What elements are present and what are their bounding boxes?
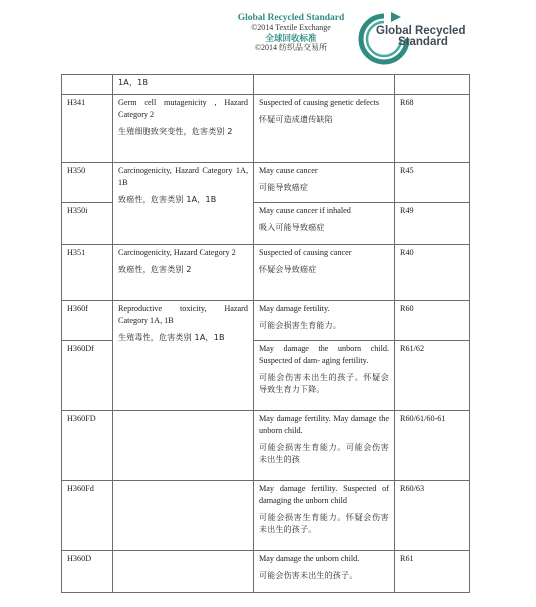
hazard-code: H351 bbox=[62, 245, 113, 301]
logo-line-2: Standard bbox=[398, 36, 448, 48]
hazard-code: H360FD bbox=[62, 411, 113, 481]
statement-en: Suspected of causing genetic defects bbox=[259, 98, 380, 107]
risk-phrase: R60 bbox=[395, 301, 470, 341]
page-header bbox=[0, 0, 536, 76]
statement-cn: 可能导致癌症 bbox=[259, 183, 309, 192]
risk-phrase: R49 bbox=[395, 203, 470, 245]
hazard-code: H350 bbox=[62, 163, 113, 203]
table-row bbox=[62, 75, 470, 95]
hazard-code: H360Fd bbox=[62, 481, 113, 551]
statement-cn: 怀疑会导致癌症 bbox=[259, 265, 317, 274]
risk-phrase: R61/62 bbox=[395, 341, 470, 411]
header-copyright-cn: ©2014 纺织品交易所 bbox=[254, 43, 328, 52]
hazard-code: H341 bbox=[62, 95, 113, 163]
statement-en: May damage fertility. May damage the unborn child. bbox=[259, 414, 389, 435]
risk-phrase: R60/63 bbox=[395, 481, 470, 551]
statement-en: Suspected of causing cancer bbox=[259, 248, 352, 257]
classification-en: Carcinogenicity, Hazard Category 2 bbox=[118, 248, 236, 257]
header-title-cn: 全球回收标准 bbox=[265, 33, 317, 43]
hazard-code: H360Df bbox=[62, 341, 113, 411]
hazard-code: H360f bbox=[62, 301, 113, 341]
table-row bbox=[62, 551, 470, 593]
statement-cn: 可能会损害生育能力。怀疑会伤害未出生的孩子。 bbox=[259, 513, 389, 534]
hazard-code: H360D bbox=[62, 551, 113, 593]
statement-cn: 可能会损害生育能力。可能会伤害未出生的孩 bbox=[259, 443, 389, 464]
header-title: Global Recycled Standard bbox=[237, 13, 345, 23]
statement-en: May cause cancer if inhaled bbox=[259, 206, 351, 215]
statement-cn: 可能会伤害未出生的孩子。 bbox=[259, 571, 358, 580]
table-row bbox=[62, 95, 470, 163]
statement-cn: 吸入可能导致癌症 bbox=[259, 223, 325, 232]
statement-en: May damage the unborn child. Suspected of dam- aging fertility. bbox=[259, 344, 389, 365]
classification-en: Reproductive toxicity, Hazard Category 1A, 1B bbox=[118, 304, 248, 325]
header-copyright: ©2014 Textile Exchange bbox=[251, 23, 331, 32]
risk-phrase: R61 bbox=[395, 551, 470, 593]
table-row bbox=[62, 245, 470, 301]
classification-cn: 致癌性，危害类别 2 bbox=[118, 265, 192, 274]
classification-en: Germ cell mutagenicity , Hazard Category 2 bbox=[118, 98, 248, 119]
table-row bbox=[62, 163, 470, 203]
risk-phrase: R68 bbox=[395, 95, 470, 163]
statement-cn: 怀疑可造成遗传缺陷 bbox=[259, 115, 333, 124]
statement-en: May damage the unborn child. bbox=[259, 554, 360, 563]
statement-cn: 可能会伤害未出生的孩子。怀疑会导致生育力下降。 bbox=[259, 373, 389, 394]
table-row bbox=[62, 481, 470, 551]
classification-cn: 1A，1B bbox=[118, 78, 149, 87]
risk-phrase: R40 bbox=[395, 245, 470, 301]
statement-en: May cause cancer bbox=[259, 166, 318, 175]
classification-cn: 致癌性，危害类别 1A，1B bbox=[118, 195, 217, 204]
classification-en: Carcinogenicity, Hazard Category 1A, 1B bbox=[118, 166, 248, 187]
table-row bbox=[62, 301, 470, 341]
table-row bbox=[62, 411, 470, 481]
header-text-block bbox=[226, 13, 356, 53]
statement-cn: 可能会损害生育能力。 bbox=[259, 321, 341, 330]
classification-cn: 生殖毒性，危害类别 1A，1B bbox=[118, 333, 225, 342]
statement-en: May damage fertility. bbox=[259, 304, 330, 313]
classification-cn: 生殖细胞致突变性，危害类别 2 bbox=[118, 127, 233, 136]
statement-en: May damage fertility. Suspected of damaging the unborn child bbox=[259, 484, 389, 505]
grs-logo bbox=[354, 10, 480, 68]
hazard-code: H350i bbox=[62, 203, 113, 245]
risk-phrase: R60/61/60-61 bbox=[395, 411, 470, 481]
logo-line-1: Global Recycled bbox=[376, 25, 466, 37]
logo-wordmark bbox=[376, 26, 465, 48]
hazard-statement-table bbox=[61, 74, 470, 593]
risk-phrase: R45 bbox=[395, 163, 470, 203]
